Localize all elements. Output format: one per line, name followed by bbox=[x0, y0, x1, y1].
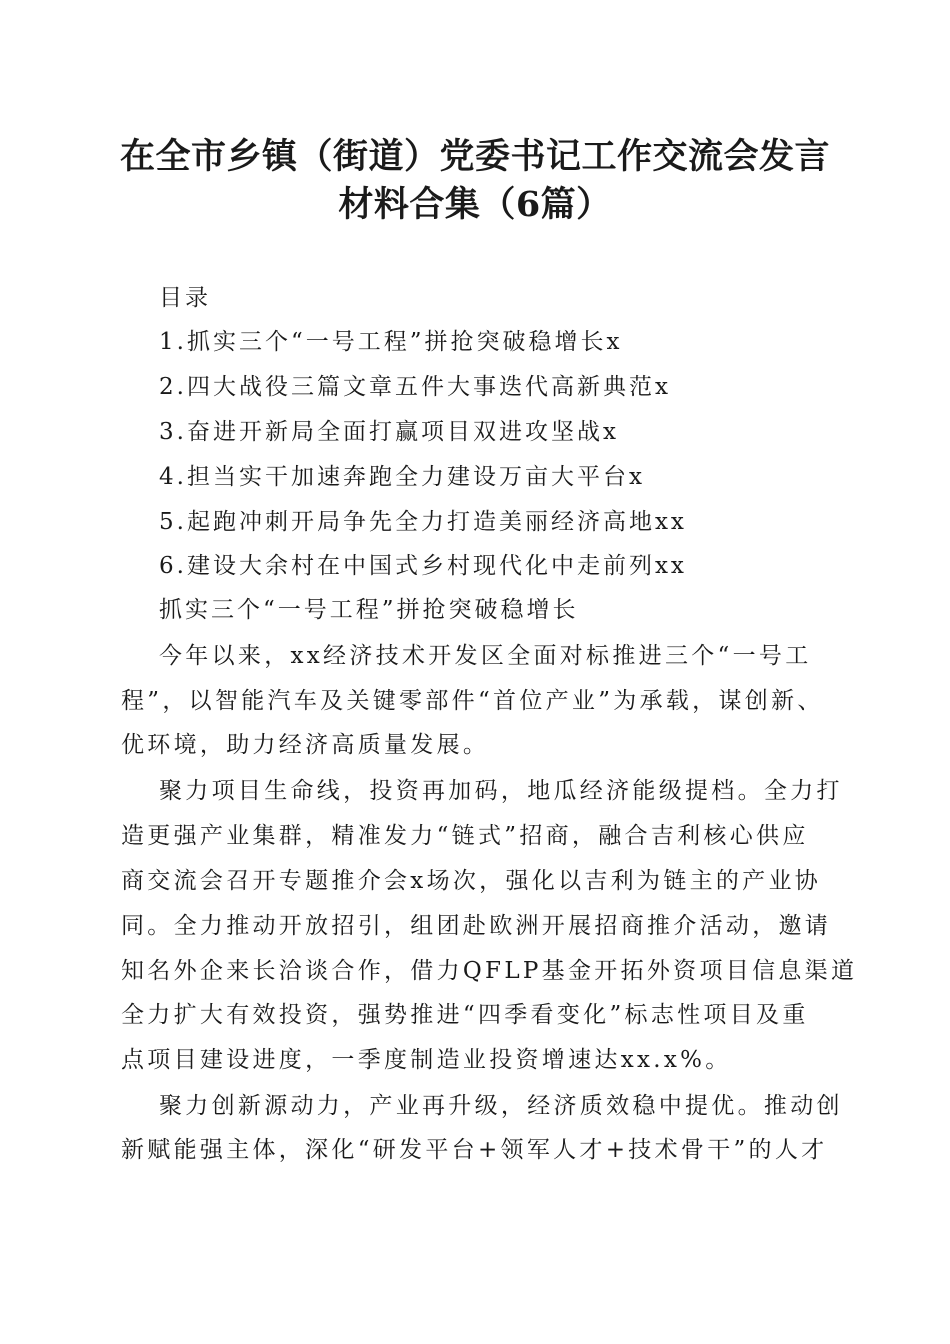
paragraph-line: 今年以来，xx经济技术开发区全面对标推进三个“一号工 bbox=[159, 643, 812, 669]
paragraph-line: 点项目建设进度，一季度制造业投资增速达xx.x%。 bbox=[121, 1047, 732, 1073]
paragraph-line: 聚力项目生命线，投资再加码，地瓜经济能级提档。全力打 bbox=[159, 778, 843, 804]
toc-item: 1.抓实三个“一号工程”拼抢突破稳增长x bbox=[159, 329, 623, 355]
toc-item: 3.奋进开新局全面打赢项目双进攻坚战x bbox=[159, 419, 619, 445]
paragraph-line: 全力扩大有效投资，强势推进“四季看变化”标志性项目及重 bbox=[121, 1002, 809, 1028]
paragraph-line: 优环境，助力经济高质量发展。 bbox=[121, 732, 490, 758]
document-title-line-2: 材料合集（6篇） bbox=[338, 184, 612, 225]
paragraph-line: 程”，以智能汽车及关键零部件“首位产业”为承载，谋创新、 bbox=[121, 688, 824, 714]
paragraph-line: 新赋能强主体，深化“研发平台+领军人才+技术骨干”的人才 bbox=[121, 1137, 828, 1163]
paragraph-line: 知名外企来长洽谈合作，借力QFLP基金开拓外资项目信息渠道 bbox=[121, 958, 858, 984]
toc-item: 2.四大战役三篇文章五件大事迭代高新典范x bbox=[159, 374, 671, 400]
toc-item: 4.担当实干加速奔跑全力建设万亩大平台x bbox=[159, 464, 645, 490]
toc-item: 6.建设大余村在中国式乡村现代化中走前列xx bbox=[159, 553, 687, 579]
paragraph-line: 商交流会召开专题推介会x场次，强化以吉利为链主的产业协 bbox=[121, 868, 822, 894]
paragraph-line: 同。全力推动开放招引，组团赴欧洲开展招商推介活动，邀请 bbox=[121, 913, 832, 939]
document-title-line-1: 在全市乡镇（街道）党委书记工作交流会发言 bbox=[119, 136, 830, 177]
toc-item: 5.起跑冲刺开局争先全力打造美丽经济高地xx bbox=[159, 509, 687, 535]
paragraph-line: 造更强产业集群，精准发力“链式”招商，融合吉利核心供应 bbox=[121, 823, 809, 849]
section-heading: 抓实三个“一号工程”拼抢突破稳增长 bbox=[159, 597, 579, 623]
toc-heading: 目录 bbox=[159, 285, 211, 311]
paragraph-line: 聚力创新源动力，产业再升级，经济质效稳中提优。推动创 bbox=[159, 1093, 843, 1119]
